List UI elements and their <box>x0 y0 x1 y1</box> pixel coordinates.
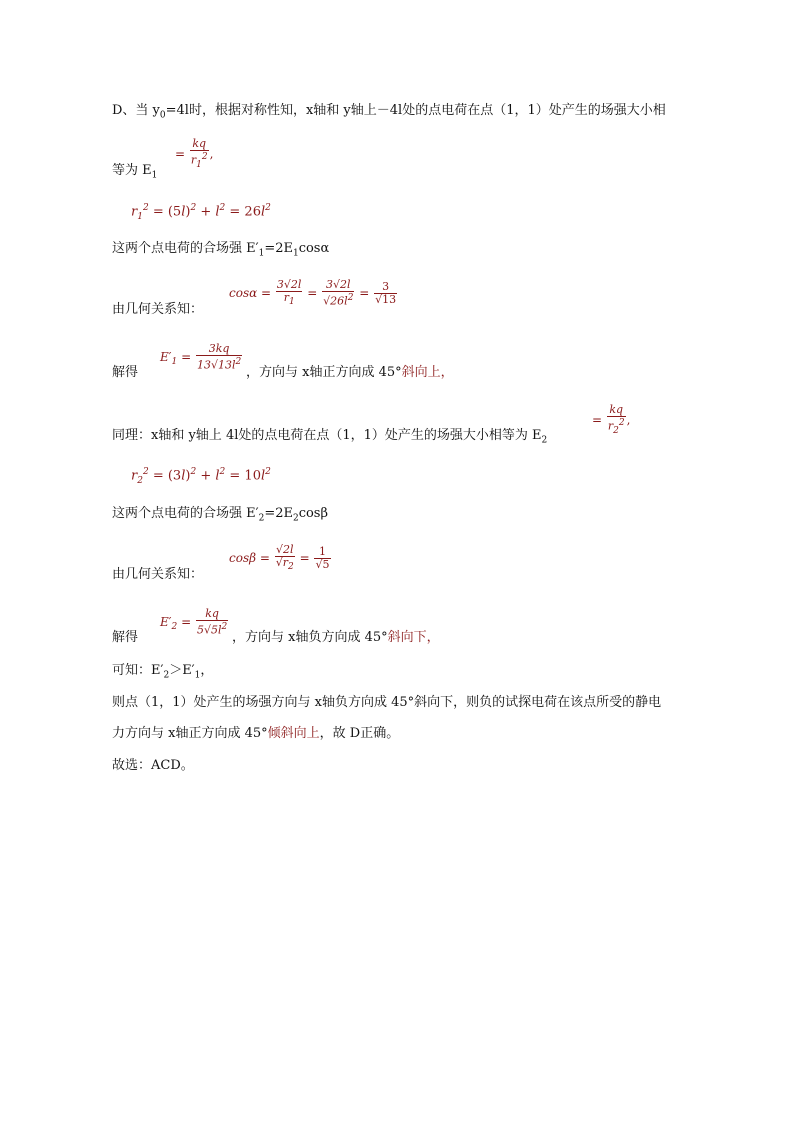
formula-r2-squared: $r_2^2 = (3l)^2 + l^2 = 10l^2$ <box>131 467 271 486</box>
text-line-5: 由几何关系知： <box>112 302 204 317</box>
text-line-10: 由几何关系知： <box>112 567 204 582</box>
formula-e2: = $\frac{kq}{r_2^2}$ , <box>592 403 631 436</box>
text-line-7: 同理：x轴和 y轴上 4l处的点电荷在点（1，1）处产生的场强大小相等为 $E_2$ <box>112 428 548 446</box>
formula-cos-alpha: cosα = $\frac{3√2l}{r_1}$ = $\frac{3√2l}{√26l^2}$ = $\frac{3}{√13}$ <box>229 278 397 308</box>
text-line-6: 解得 <box>112 365 139 380</box>
text-line-1: D、当 $y_0=4l$时，根据对称性知，x轴和 y轴上－4l处的点电荷在点（1，1）处产生的场强大小相 <box>112 103 666 121</box>
text-line-2: 等为 $E_1$ <box>112 163 158 181</box>
formula-e1-prime: $E'_1$ = $\frac{3kq}{13√13l^2}$ <box>160 342 242 372</box>
text-line-6b: ，方向与 x轴正方向成 45°斜向上， <box>246 365 454 380</box>
text-line-15: 故选：ACD。 <box>112 758 194 773</box>
text-line-11b: ，方向与 x轴负方向成 45°斜向下， <box>232 630 440 645</box>
text-line-4: 这两个点电荷的合场强 $E'_1=2E_1\cos\alpha$ <box>112 241 330 259</box>
text-line-12: 可知：$E'_2>E'_1$， <box>112 663 214 681</box>
text-line-14: 力方向与 x轴正方向成 45°倾斜向上，故 D正确。 <box>112 726 400 741</box>
text-line-9: 这两个点电荷的合场强 $E'_2=2E_2\cos\beta$ <box>112 506 328 524</box>
text-line-11: 解得 <box>112 630 139 645</box>
formula-r1-squared: $r_1^2 = (5l)^2 + l^2 = 26l^2$ <box>131 203 271 222</box>
formula-cos-beta: cosβ = $\frac{√2l}{√r_2}$ = $\frac{1}{√5}$ <box>229 543 330 573</box>
text-line-13: 则点（1，1）处产生的场强方向与 x轴负方向成 45°斜向下，则负的试探电荷在该点所受的静电 <box>112 695 662 710</box>
formula-e2-prime: $E'_2$ = $\frac{kq}{5√5l^2}$ <box>160 607 228 637</box>
formula-e1: = $\frac{kq}{r_1^2}$ , <box>175 137 214 170</box>
